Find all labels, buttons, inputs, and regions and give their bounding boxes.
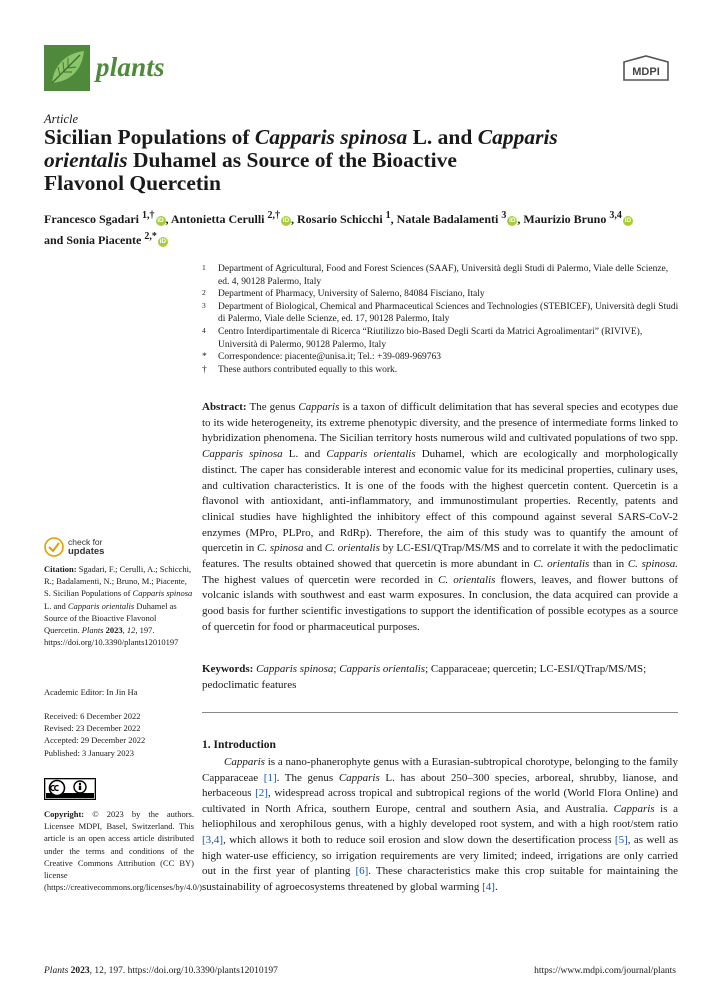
reference-link[interactable]: [2] bbox=[255, 787, 268, 800]
title-species: orientalis bbox=[44, 148, 128, 172]
orcid-icon[interactable]: iD bbox=[159, 238, 167, 245]
intro-italic: Capparis bbox=[613, 802, 655, 815]
footer-year: 2023 bbox=[68, 966, 90, 976]
affiliation-mark: 3 bbox=[202, 300, 206, 310]
affiliation-text: Department of Pharmacy, University of Salerno, 84084 Fisciano, Italy bbox=[218, 289, 485, 300]
citation-text: Duhamel as Source of the Bioactive Flavonol Quercetin. bbox=[44, 600, 177, 636]
keyword-list: ; Capparaceae; quercetin; LC-ESI/QTrap/MS/MS; pedoclimatic features bbox=[202, 663, 647, 691]
affiliation-text: Department of Agricultural, Food and Forest Sciences (SAAF), Università degli Studi di Palermo, Viale delle Scienze, ed. 4, 90128 Palermo, Italy bbox=[218, 264, 669, 287]
abstract-text: The highest values of quercetin were recorded in bbox=[202, 573, 439, 586]
title-part: Duhamel as Source of the Bioactive bbox=[127, 148, 457, 172]
affiliation-item bbox=[202, 301, 680, 326]
abstract-text: by LC-ESI/QTrap/MS/MS and to correlate it with the pedoclimatic features. The results obtained showed that quercetin is more abundant in bbox=[202, 542, 678, 571]
mdpi-logo-text: MDPI bbox=[632, 66, 660, 78]
footer-journal-url[interactable]: https://www.mdpi.com/journal/plants bbox=[534, 966, 676, 976]
affiliation-mark: * bbox=[202, 352, 207, 363]
keyword: Capparis spinosa bbox=[256, 663, 334, 675]
abstract-text: L. and bbox=[282, 448, 327, 461]
author-name: Natale Badalamenti bbox=[396, 212, 499, 226]
citation-text: L. and bbox=[44, 600, 68, 611]
affiliation-mark: 4 bbox=[202, 325, 206, 335]
correspondence-text[interactable]: Correspondence: piacente@unisa.it; Tel.: +39-089-969763 bbox=[218, 352, 442, 363]
cc-by-license-icon[interactable] bbox=[44, 778, 96, 800]
revised-date: Revised: 23 December 2022 bbox=[44, 723, 141, 734]
intro-text: . bbox=[494, 880, 498, 893]
article-type: Article bbox=[44, 112, 79, 126]
title-part: L. and bbox=[407, 125, 478, 149]
orcid-icon[interactable]: iD bbox=[624, 217, 632, 224]
author-name: Antonietta Cerulli bbox=[170, 212, 265, 226]
intro-text: is a nano-phanerophyte genus with a Eurasian-subtropical chorotype, belonging to the family Capparaceae bbox=[202, 756, 678, 784]
authors-and: and bbox=[44, 233, 64, 247]
orcid-icon[interactable]: iD bbox=[157, 217, 164, 224]
accepted-date: Accepted: 29 December 2022 bbox=[44, 735, 146, 746]
intro-text: , as well as high water-use efficiency, so irrigation requirements are very limited; indeed, irrigations are only carried out in the first year of planting bbox=[202, 833, 678, 878]
reference-link[interactable]: [3,4] bbox=[202, 833, 224, 846]
footer-journal: Plants bbox=[44, 966, 69, 976]
intro-text: , widespread across tropical and subtropical regions of the world (World Flora Online) and cultivated in North Africa, southern Europe, central and southern Asia, and Australia. bbox=[202, 787, 678, 815]
check-updates-line1: check for bbox=[68, 537, 103, 547]
check-for-updates-badge[interactable] bbox=[44, 537, 194, 559]
correspondence-item bbox=[202, 351, 680, 364]
author-affiliation-sup: 1,† bbox=[142, 210, 155, 221]
citation-block bbox=[44, 563, 194, 648]
check-updates-icon bbox=[44, 537, 64, 557]
published-date: Published: 3 January 2023 bbox=[44, 747, 134, 758]
equal-contribution-note bbox=[202, 364, 680, 377]
publication-dates bbox=[44, 710, 194, 759]
academic-editor: Academic Editor: In Jin Ha bbox=[44, 687, 138, 697]
intro-text: . The genus bbox=[276, 771, 339, 784]
author-affiliation-sup: 1 bbox=[385, 210, 391, 221]
keywords bbox=[202, 662, 678, 693]
copyright-text: © 2023 by the authors. Licensee MDPI, Basel, Switzerland. This article is an open access article distributed under the terms and conditions of the Creative Commons Attribution (CC BY) license (https://creativecommons.org/licenses/by/4.0/). bbox=[44, 809, 205, 893]
citation-label: Citation: bbox=[44, 564, 77, 574]
reference-link[interactable]: [5] bbox=[614, 833, 628, 846]
title-part: Flavonol Quercetin bbox=[44, 171, 221, 195]
reference-link[interactable]: [6] bbox=[355, 865, 369, 878]
abstract-label: Abstract: bbox=[202, 401, 247, 413]
title-species: Capparis spinosa bbox=[254, 125, 408, 149]
author-list: Francesco Sgadari $^{1,\dagger}$ iD , Antonietta Cerulli $^{2,\dagger}$ iD , Rosario Schicchi $^1$, Natale Badalamenti $^3$ iD , Maurizio Bruno $^{3,4}$ iD and Sonia Piacente $^{2,*}$ iD bbox=[44, 210, 632, 247]
copyright-label: Copyright: bbox=[44, 809, 85, 819]
affiliation-text: Centro Interdipartimentale di Ricerca “Riutilizzo bio-Based Degli Scarti da Matrici Agroalimentari” (RIVIVE), Università di Palermo, 90128 Palermo, Italy bbox=[218, 326, 643, 350]
author-affiliation-sup: 3 bbox=[501, 210, 507, 221]
intro-italic: Capparis bbox=[224, 756, 265, 768]
equal-contribution-text: These authors contributed equally to this work. bbox=[218, 364, 398, 375]
mdpi-logo bbox=[620, 54, 672, 84]
citation-italic: Capparis spinosa bbox=[132, 588, 193, 599]
section-divider bbox=[202, 712, 678, 713]
orcid-icon[interactable]: iD bbox=[509, 217, 516, 224]
abstract bbox=[202, 400, 678, 636]
abstract-italic: C. spinosa. bbox=[627, 558, 678, 571]
citation-year: 2023 bbox=[103, 625, 123, 636]
citation-text: Sgadari, F.; Cerulli, A.; Schicchi, R.; Badalamenti, N.; Bruno, M.; Piacente, S. Sicilian Populations of bbox=[44, 564, 192, 599]
intro-text: is a heliophilous and xerophilous genus, with a highly developed root system, and with a high root/stem ratio bbox=[202, 802, 678, 831]
affiliation-mark: † bbox=[202, 364, 207, 375]
abstract-italic: C. orientalis bbox=[533, 558, 590, 571]
article-title bbox=[44, 126, 664, 195]
footer-doi[interactable]: , 12, 197. https://doi.org/10.3390/plants12010197 bbox=[89, 966, 278, 976]
citation-italic: Capparis orientalis bbox=[67, 600, 135, 611]
journal-name: plants bbox=[96, 52, 165, 82]
affiliation-mark: 2 bbox=[202, 288, 206, 298]
abstract-text: flowers, leaves, and flower buttons of volcanic islands with southwest and east warm exposures. In conclusion, the data acquired can provide a good basis for further scientific investigations to support the identification of possible ecotypes as a source of quercetin for food or pharmaceutical purposes. bbox=[202, 573, 678, 633]
author-affiliation-sup: 3,4 bbox=[609, 210, 622, 221]
citation-doi[interactable]: , 197. https://doi.org/10.3390/plants12010197 bbox=[44, 625, 179, 648]
abstract-italic: C. orientalis bbox=[324, 542, 380, 555]
abstract-text: The genus bbox=[246, 401, 299, 413]
footer-citation bbox=[44, 966, 278, 976]
intro-italic: Capparis bbox=[338, 771, 380, 784]
keywords-label: Keywords: bbox=[202, 663, 254, 675]
affiliation-text: Department of Biological, Chemical and Pharmaceutical Sciences and Technologies (STEBICEF), Università degli Studi di Palermo, Viale delle Scienze, ed. 17, 90128 Palermo, Italy bbox=[218, 301, 679, 325]
abstract-text: Duhamel, which are ecologically and morphologically distinct. The caper has considerable interest and economic value for its medicinal properties, culinary uses, and cultivation characteristics. It is one of the foods with the highest quercetin content. Quercetin is a flavonol with antioxidant, anti-inflammatory, and immunostimulant properties. Recently, patents and clinical studies have highlighted the inhibitory effect of this compound against several SARS-CoV-2 enzymes (MPro, PLPro, and RdRp). Therefore, the aim of this study was to quantify the amount of quercetin in bbox=[202, 448, 678, 555]
reference-link[interactable]: [1] bbox=[263, 771, 277, 784]
introduction-paragraph bbox=[202, 755, 678, 895]
intro-text: L. has about 250–300 species, arboreal, shrubby, lianose, and herbaceous bbox=[202, 771, 678, 800]
abstract-text: than in bbox=[589, 558, 628, 571]
author-name: Rosario Schicchi bbox=[297, 212, 383, 226]
title-species: Capparis bbox=[477, 125, 558, 149]
intro-text: . These characteristics make this crop suitable for maintaining the sustainability of agroecosystems threatened by global warming bbox=[202, 865, 678, 893]
orcid-icon[interactable]: iD bbox=[282, 217, 290, 224]
author-name: Maurizio Bruno bbox=[523, 212, 607, 226]
author-affiliation-sup: 2,* bbox=[144, 231, 157, 242]
abstract-italic: Capparis bbox=[298, 401, 340, 413]
keyword-separator: ; bbox=[333, 663, 340, 675]
reference-link[interactable]: [4] bbox=[482, 880, 495, 893]
intro-text: , which allows it both to reduce soil erosion and slow down the desertification process bbox=[223, 833, 615, 846]
affiliation-item bbox=[202, 326, 680, 351]
abstract-text: is a taxon of difficult delimitation that has several species and ecotypes due to its wide heterogeneity, its extreme phenotypic diversity, and the presence of intermediate forms linked to hybridization phenomena. The Sicilian territory hosts numerous wild and cultivated populations of two spp. bbox=[202, 401, 678, 445]
section-heading: 1. Introduction bbox=[202, 739, 276, 751]
abstract-italic: Capparis orientalis bbox=[326, 448, 416, 461]
author-name: Francesco Sgadari bbox=[44, 212, 139, 226]
author-name: Sonia Piacente bbox=[66, 233, 142, 247]
check-updates-line2: updates bbox=[68, 546, 105, 557]
affiliation-list bbox=[202, 263, 680, 376]
affiliation-item bbox=[202, 288, 680, 301]
citation-volume: , 12 bbox=[122, 625, 136, 636]
abstract-text: and bbox=[303, 542, 325, 555]
citation-journal: Plants bbox=[81, 625, 104, 636]
affiliation-item bbox=[202, 263, 680, 288]
abstract-italic: C. spinosa bbox=[257, 542, 304, 555]
abstract-italic: Capparis spinosa bbox=[202, 448, 283, 461]
affiliation-mark: 1 bbox=[202, 263, 206, 272]
title-part: Sicilian Populations of bbox=[44, 125, 255, 149]
copyright-notice bbox=[44, 808, 205, 893]
abstract-italic: C. orientalis bbox=[438, 573, 496, 586]
received-date: Received: 6 December 2022 bbox=[44, 711, 141, 721]
journal-leaf-logo bbox=[44, 45, 90, 91]
keyword: Capparis orientalis bbox=[339, 663, 426, 675]
author-affiliation-sup: 2,† bbox=[267, 210, 280, 221]
